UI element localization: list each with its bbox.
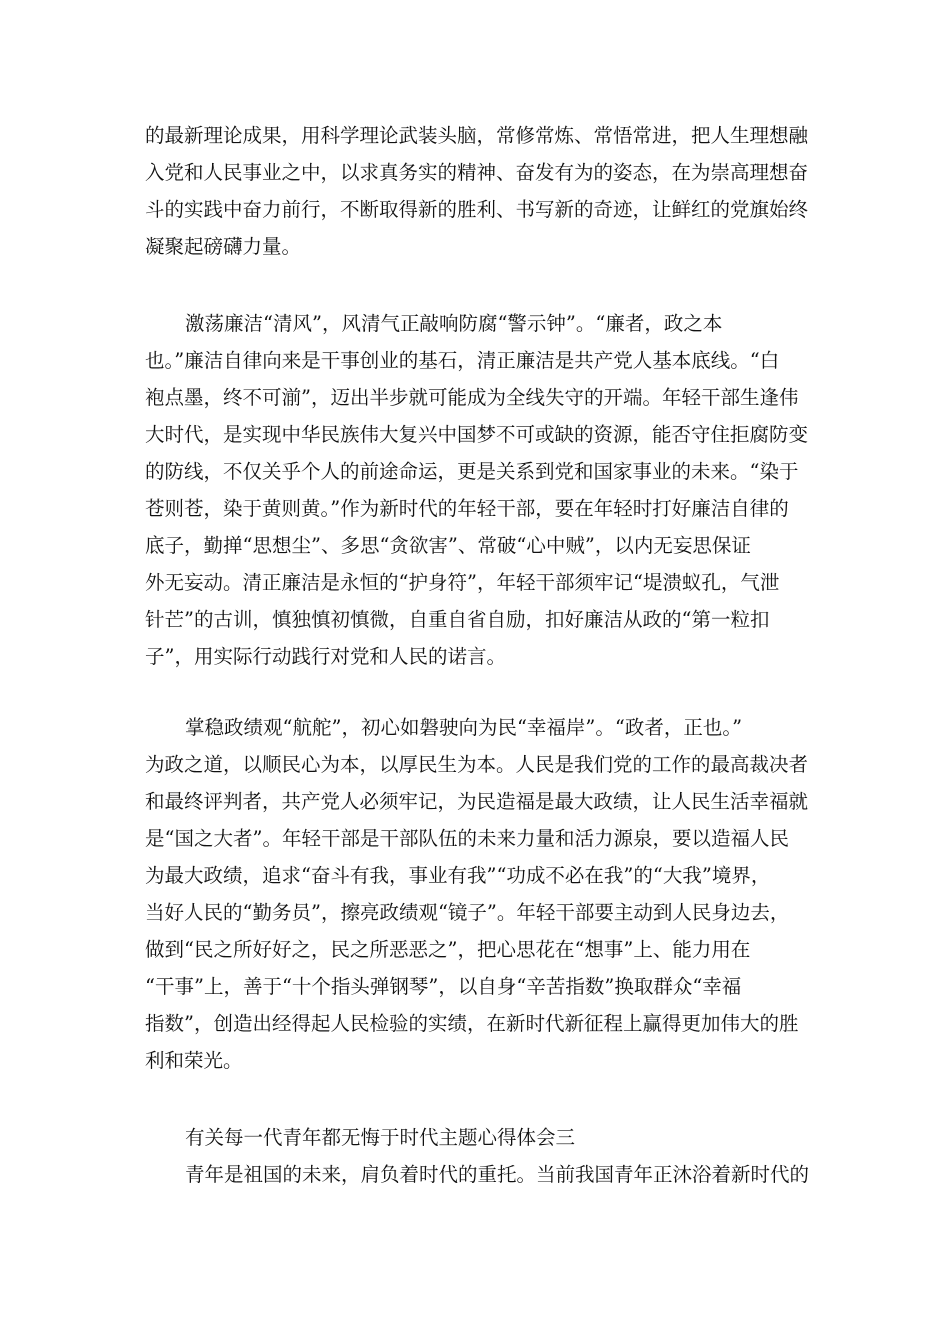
text-line: 为政之道，以顺民心为本，以厚民生为本。人民是我们党的工作的最高裁决者	[145, 753, 809, 776]
text-line: 的最新理论成果，用科学理论武装头脑，常修常炼、常悟常进，把人生理想融	[145, 124, 809, 147]
text-line: 底子，勤掸“思想尘”、多思“贪欲害”、常破“心中贼”，以内无妄思保证	[145, 534, 751, 557]
text-line: 的防线，不仅关乎个人的前途命运，更是关系到党和国家事业的未来。“染于	[145, 460, 799, 483]
text-line: 入党和人民事业之中，以求真务实的精神、奋发有为的姿态，在为崇高理想奋	[145, 161, 809, 184]
text-line: 针芒”的古训，慎独慎初慎微，自重自省自励，扣好廉洁从政的“第一粒扣	[145, 608, 770, 631]
text-line: 大时代，是实现中华民族伟大复兴中国梦不可或缺的资源，能否守住拒腐防变	[145, 423, 809, 446]
text-line: 袍点墨，终不可湔”，迈出半步就可能成为全线失守的开端。年轻干部生逢伟	[145, 386, 799, 409]
text-line: 当好人民的“勤务员”，擦亮政绩观“镜子”。年轻干部要主动到人民身边去，	[145, 901, 790, 924]
text-line: 利和荣光。	[145, 1049, 243, 1072]
text-line: 青年是祖国的未来，肩负着时代的重托。当前我国青年正沐浴着新时代的	[185, 1163, 810, 1186]
text-line: 为最大政绩，追求“奋斗有我，事业有我”“功成不必在我”的“大我”境界，	[145, 864, 771, 887]
section-heading: 有关每一代青年都无悔于时代主题心得体会三	[185, 1126, 576, 1149]
text-line: “干事”上，善于“十个指头弹钢琴”，以自身“辛苦指数”换取群众“幸福	[145, 975, 742, 998]
text-line: 凝聚起磅礴力量。	[145, 235, 302, 258]
text-line: 子”，用实际行动践行对党和人民的诺言。	[145, 645, 506, 668]
text-line: 指数”，创造出经得起人民检验的实绩，在新时代新征程上赢得更加伟大的胜	[145, 1012, 799, 1035]
text-line: 做到“民之所好好之，民之所恶恶之”，把心思花在“想事”上、能力用在	[145, 938, 751, 961]
text-line: 和最终评判者，共产党人必须牢记，为民造福是最大政绩，让人民生活幸福就	[145, 790, 809, 813]
text-line: 苍则苍，染于黄则黄。”作为新时代的年轻干部，要在年轻时打好廉洁自律的	[145, 497, 789, 520]
text-line: 外无妄动。清正廉洁是永恒的“护身符”，年轻干部须牢记“堤溃蚁孔，气泄	[145, 571, 780, 594]
text-line: 也。”廉洁自律向来是干事创业的基石，清正廉洁是共产党人基本底线。“白	[145, 349, 780, 372]
text-line: 掌稳政绩观“航舵”，初心如磐驶向为民“幸福岸”。“政者，正也。”	[185, 716, 743, 739]
text-line: 斗的实践中奋力前行，不断取得新的胜利、书写新的奇迹，让鲜红的党旗始终	[145, 198, 809, 221]
text-line: 是“国之大者”。年轻干部是干部队伍的未来力量和活力源泉，要以造福人民	[145, 827, 789, 850]
text-line: 激荡廉洁“清风”，风清气正敲响防腐“警示钟”。“廉者，政之本	[185, 312, 723, 335]
